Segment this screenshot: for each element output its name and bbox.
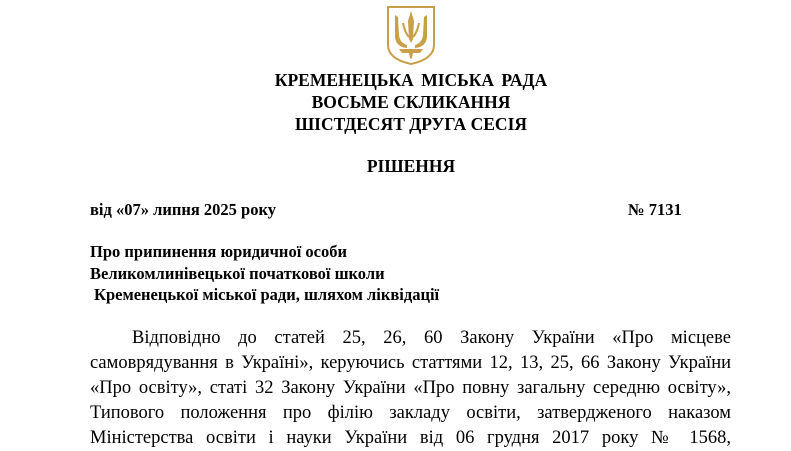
- session-title: ШІСТДЕСЯТ ДРУГА СЕСІЯ: [294, 114, 528, 134]
- council-name: КРЕМЕНЕЦЬКА МІСЬКА РАДА: [274, 70, 548, 90]
- document-type: РІШЕННЯ: [366, 156, 456, 176]
- body-text-line: «Про освіту», статі 32 Закону України «Про повну загальну середню освіту»,: [90, 378, 731, 398]
- body-text-line: самоврядування в Україні», керуючись статтями 12, 13, 25, 66 Закону України: [90, 353, 731, 373]
- body-text-line: Міністерства освіти і науки України від 06 грудня 2017 року № 1568,: [90, 428, 731, 448]
- decision-number: № 7131: [628, 200, 682, 219]
- state-emblem-icon: [385, 5, 437, 65]
- body-text-line: Типового положення про філію закладу освіти, затвердженого наказом: [90, 403, 731, 423]
- subject-line: Великомлинівецької початкової школи: [90, 263, 385, 283]
- subject-line: Про припинення юридичної особи: [90, 242, 347, 261]
- subject-line: Кременецької міської ради, шляхом ліквідації: [94, 285, 440, 304]
- convocation: ВОСЬМЕ СКЛИКАННЯ: [311, 92, 511, 112]
- body-text-line: Відповідно до статей 25, 26, 60 Закону України «Про місцеве: [132, 328, 731, 348]
- decision-subject: [90, 241, 439, 306]
- decision-date: від «07» липня 2025 року: [90, 200, 276, 219]
- trident-emblem-icon: [385, 5, 437, 65]
